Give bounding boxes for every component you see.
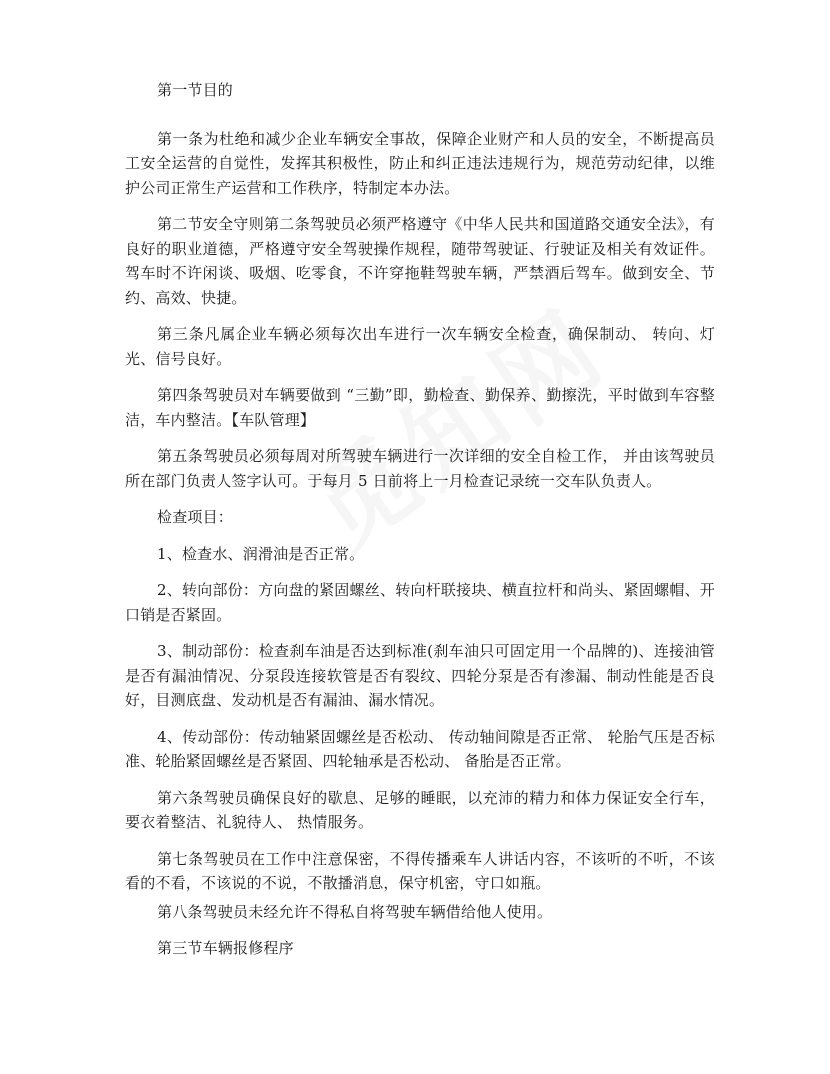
section-heading-repair: 第三节车辆报修程序 <box>157 939 294 957</box>
document-body <box>125 78 715 973</box>
inspection-item-2: 2、转向部份：方向盘的紧固螺丝、转向杆联接块、横直拉杆和尚头、紧固螺帽、开口销是否紧固。 <box>125 581 715 624</box>
section-heading-purpose: 第一节目的 <box>157 81 234 99</box>
inspection-items-heading: 检查项目： <box>157 508 234 526</box>
article-7-paragraph: 第七条驾驶员在工作中注意保密，不得传播乘车人讲话内容，不该听的不听，不该看的不看，不该说的不说，不散播消息，保守机密，守口如瓶。 <box>125 849 715 892</box>
inspection-item-4: 4、传动部份：传动轴紧固螺丝是否松动、 传动轴间隙是否正常、 轮胎气压是否标准、轮胎紧固螺丝是否紧固、四轮轴承是否松动、 备胎是否正常。 <box>125 727 715 770</box>
article-4-paragraph: 第四条驾驶员对车辆要做到 “三勤”即，勤检查、勤保养、勤擦洗，平时做到车容整洁，车内整洁。【车队管理】 <box>125 386 715 429</box>
article-6-paragraph: 第六条驾驶员确保良好的歇息、足够的睡眠，以充沛的精力和体力保证安全行车， 要衣着整洁、礼貌待人、 热情服务。 <box>125 788 715 831</box>
inspection-item-1: 1、检查水、润滑油是否正常。 <box>157 544 365 563</box>
article-2-paragraph: 第二节安全守则第二条驾驶员必须严格遵守《中华人民共和国道路交通安全法》，有良好的职业道德，严格遵守安全驾驶操作规程，随带驾驶证、行驶证及相关有效证件。驾车时不许闲谈、吸烟、吃零食，不许穿拖鞋驾驶车辆，严禁酒后驾车。做到安全、节约、高效、快捷。 <box>125 215 715 307</box>
article-5-paragraph: 第五条驾驶员必须每周对所驾驶车辆进行一次详细的安全自检工作， 并由该驾驶员所在部门负责人签字认可。于每月 5 日前将上一月检查记录统一交车队负责人。 <box>125 447 715 490</box>
article-1-paragraph: 第一条为杜绝和减少企业车辆安全事故，保障企业财产和人员的安全，不断提高员工安全运营的自觉性，发挥其积极性，防止和纠正违法违规行为，规范劳动纪律，以维护公司正常生产运营和工作秩序，特制定本办法。 <box>125 129 715 197</box>
article-3-paragraph: 第三条凡属企业车辆必须每次出车进行一次车辆安全检查，确保制动、 转向、灯光、信号良好。 <box>125 325 715 368</box>
article-8-paragraph: 第八条驾驶员未经允许不得私自将驾驶车辆借给他人使用。 <box>157 902 553 921</box>
inspection-item-3: 3、制动部份：检查刹车油是否达到标准(刹车油只可固定用一个品牌的)、连接油管是否有漏油情况、分泵段连接软管是否有裂纹、四轮分泵是否有渗漏、制动性能是否良好，目测底盘、发动机是否有漏油、漏水情况。 <box>125 642 715 709</box>
